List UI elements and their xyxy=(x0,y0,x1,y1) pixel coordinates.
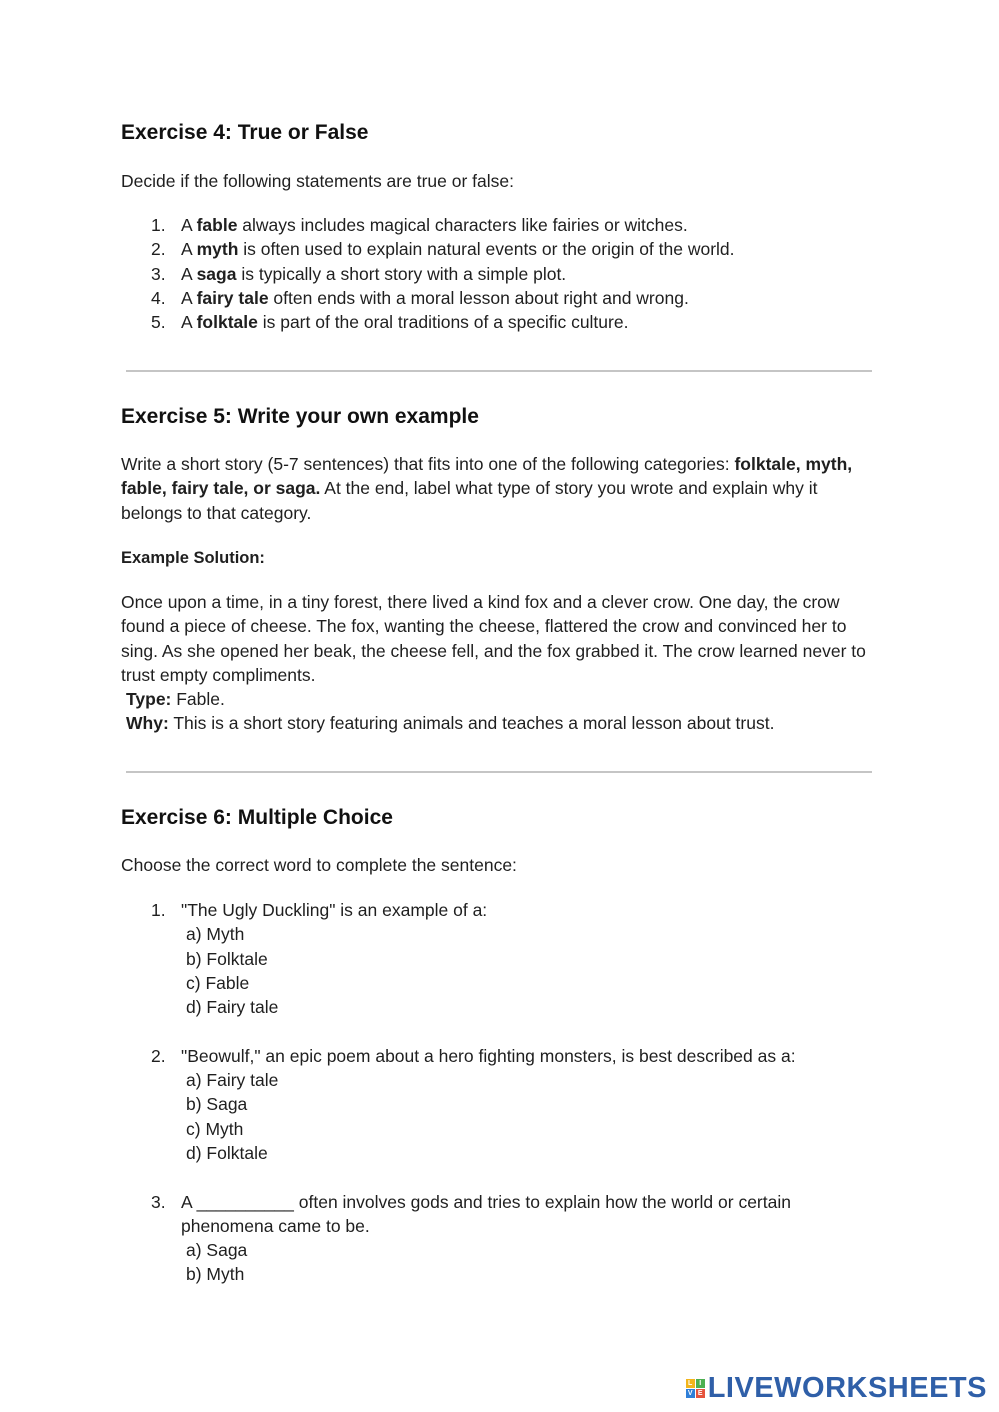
question-item: 3. A __________ often involves gods and tries to explain how the world or certain phenomena came to be. a) Saga b) Myth xyxy=(121,1190,881,1287)
liveworksheets-logo xyxy=(686,1372,987,1405)
answer-option: c) Fable xyxy=(186,972,250,993)
story-type: Type: Fable. xyxy=(126,689,225,709)
answer-option: b) Folktale xyxy=(186,948,268,969)
logo-text: LIVEWORKSHEETS xyxy=(707,1372,987,1404)
exercise-5-intro: Write a short story (5-7 sentences) that fits into one of the following categories: folktale, myth, fable, fairy tale, or saga. At the end, label what type of story you wrote and explain why it belongs to that category. xyxy=(121,454,853,523)
exercise-6-title: Exercise 6: Multiple Choice xyxy=(121,806,393,829)
logo-mark-icon: L I V E xyxy=(686,1379,705,1398)
answer-option: a) Fairy tale xyxy=(186,1070,279,1091)
list-item: 2. A myth is often used to explain natural events or the origin of the world. xyxy=(151,239,735,260)
answer-option: c) Myth xyxy=(186,1118,244,1139)
list-item: 3. A saga is typically a short story with a simple plot. xyxy=(151,263,567,284)
exercise-5-title: Exercise 5: Write your own example xyxy=(121,405,479,428)
list-item: 5. A folktale is part of the oral traditions of a specific culture. xyxy=(151,312,629,333)
answer-option: a) Saga xyxy=(186,1240,248,1261)
answer-option: b) Saga xyxy=(186,1094,248,1115)
question-item: 1. "The Ugly Duckling" is an example of a: a) Myth b) Folktale c) Fable d) Fairy tale xyxy=(121,898,881,1044)
section-divider xyxy=(126,370,872,372)
exercise-4-intro: Decide if the following statements are true or false: xyxy=(121,171,514,191)
story-why: Why: This is a short story featuring animals and teaches a moral lesson about trust. xyxy=(126,713,775,733)
example-solution-label: Example Solution: xyxy=(121,549,265,567)
answer-option: b) Myth xyxy=(186,1264,245,1285)
example-story: Once upon a time, in a tiny forest, there lived a kind fox and a clever crow. One day, the crow found a piece of cheese. The fox, wanting the cheese, flattered the crow and convinced her to sing. As she opened her beak, the cheese fell, and the fox grabbed it. The crow learned never to trust empty compliments. xyxy=(121,592,866,685)
exercise-6-list xyxy=(121,898,881,1287)
question-item: 2. "Beowulf," an epic poem about a hero fighting monsters, is best described as a: a) Fairy tale b) Saga c) Myth d) Folktale xyxy=(121,1044,881,1190)
list-item: 4. A fairy tale often ends with a moral lesson about right and wrong. xyxy=(151,287,689,308)
exercise-4-list xyxy=(121,213,881,334)
answer-option: d) Folktale xyxy=(186,1142,268,1163)
exercise-6-intro: Choose the correct word to complete the sentence: xyxy=(121,855,517,875)
exercise-4-title: Exercise 4: True or False xyxy=(121,121,369,144)
answer-option: a) Myth xyxy=(186,924,245,945)
section-divider xyxy=(126,771,872,773)
answer-option: d) Fairy tale xyxy=(186,997,279,1018)
list-item: 1. A fable always includes magical characters like fairies or witches. xyxy=(151,215,688,235)
